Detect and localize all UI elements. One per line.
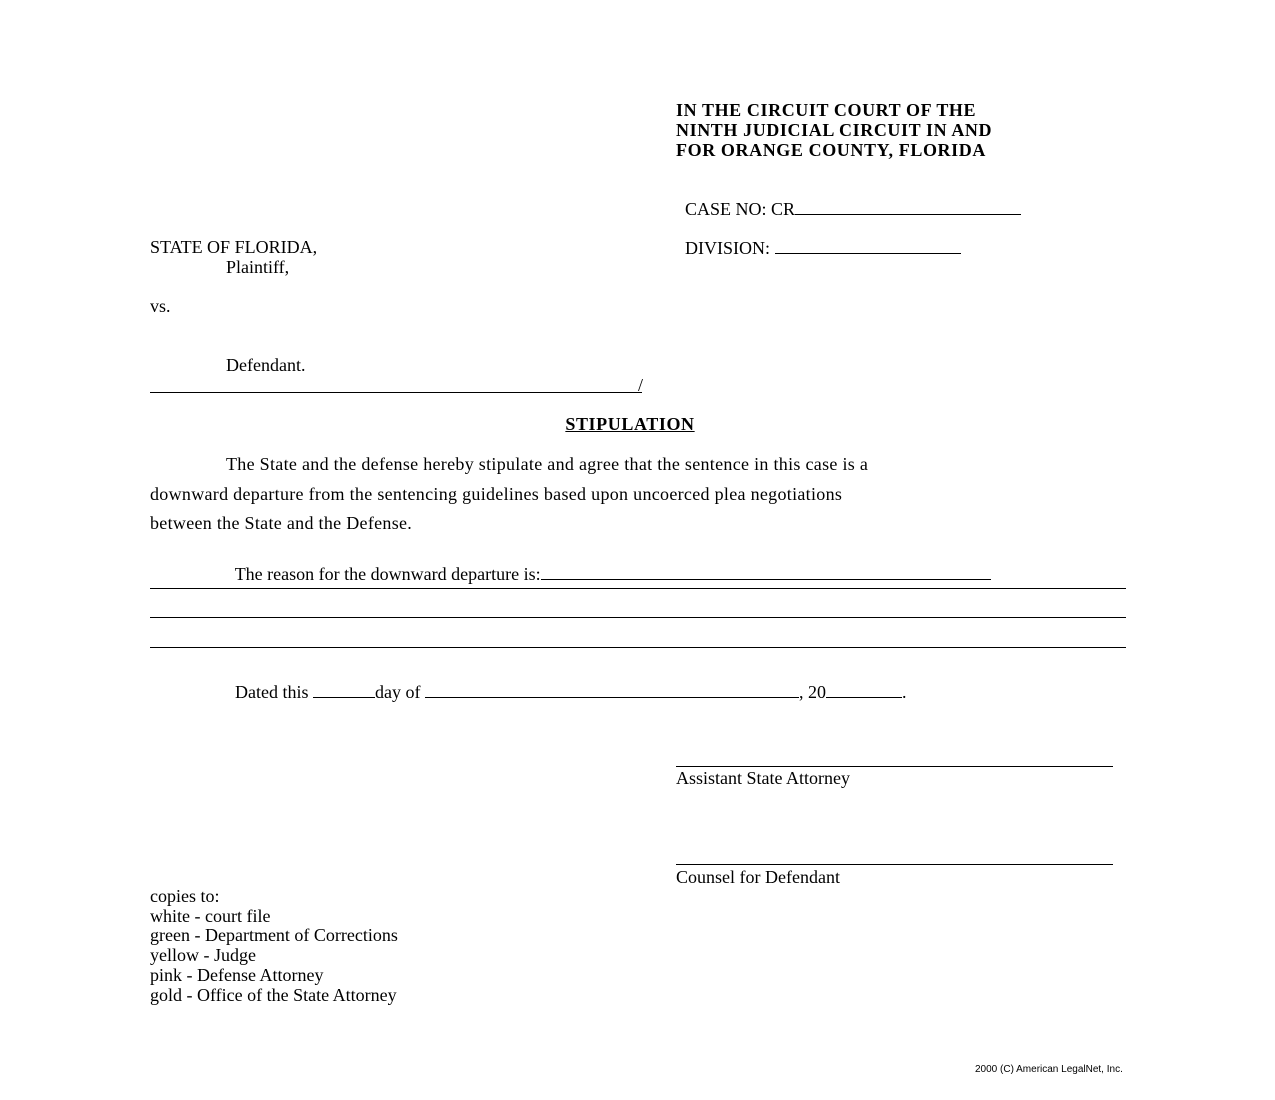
dated-year-field[interactable] [826,681,902,698]
copies-item: gold - Office of the State Attorney [150,984,397,1005]
division-row [676,217,961,258]
dated-prefix: Dated this [235,682,309,702]
court-heading [676,100,992,160]
copies-item: green - Department of Corrections [150,925,398,946]
case-number-row [676,178,1021,219]
dated-month-field[interactable] [425,681,799,698]
copies-heading: copies to: [150,886,220,906]
copies-item: yellow - Judge [150,945,256,966]
reason-line-4[interactable] [150,647,1126,648]
dated-end: . [901,682,907,702]
state-attorney-label: Assistant State Attorney [676,768,850,788]
reason-row [226,543,991,584]
reason-field[interactable] [541,563,991,580]
court-heading-line-3: FOR ORANGE COUNTY, FLORIDA [676,140,986,160]
reason-line-3[interactable] [150,617,1126,618]
document-title: STIPULATION [565,414,695,434]
paragraph-line-3: between the State and the Defense. [150,513,413,533]
defendant-name-field[interactable] [150,378,642,393]
stipulation-paragraph [150,450,1130,539]
paragraph-line-1: The State and the defense hereby stipulate and agree that the sentence in this case is a [226,454,869,474]
copies-list [150,887,398,1005]
plaintiff-name: STATE OF FLORIDA, [150,237,318,257]
division-label: DIVISION: [685,238,770,258]
versus-label: vs. [150,296,171,316]
court-heading-line-1: IN THE CIRCUIT COURT OF THE [676,100,977,120]
defense-counsel-signature-line[interactable] [676,864,1113,865]
division-field[interactable] [775,237,961,254]
dated-day-of: day of [375,682,421,702]
case-number-field[interactable] [795,198,1021,215]
copyright-footer: 2000 (C) American LegalNet, Inc. [975,1064,1123,1075]
state-attorney-signature-line[interactable] [676,766,1113,767]
copies-item: pink - Defense Attorney [150,964,324,985]
dated-row [226,661,906,702]
paragraph-line-2: downward departure from the sentencing guidelines based upon uncoerced plea negotiations [150,483,843,504]
plaintiff-role: Plaintiff, [226,257,290,277]
reason-line-2[interactable] [150,588,1126,589]
dated-day-field[interactable] [313,681,375,698]
case-number-label: CASE NO: CR [685,199,796,219]
dated-year-prefix: , 20 [798,682,826,702]
reason-label: The reason for the downward departure is: [234,564,541,584]
copies-item: white - court file [150,905,271,926]
defense-counsel-label: Counsel for Defendant [676,867,840,887]
defendant-role: Defendant. [226,355,306,375]
court-heading-line-2: NINTH JUDICIAL CIRCUIT IN AND [676,120,993,140]
caption-slash: / [638,375,644,395]
